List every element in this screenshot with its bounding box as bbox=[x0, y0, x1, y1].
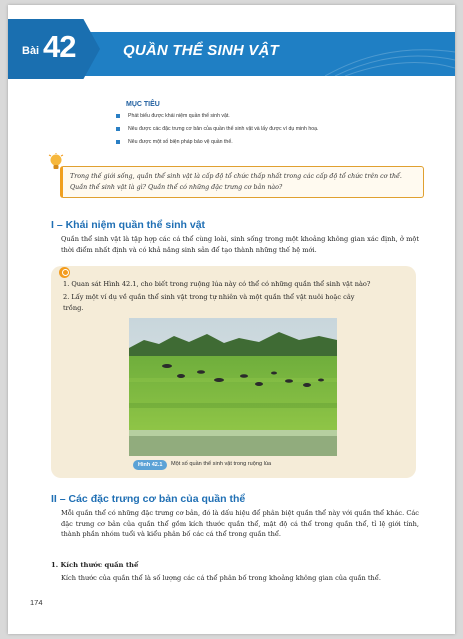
objectives-list bbox=[116, 112, 318, 151]
lesson-number: 42 bbox=[43, 29, 76, 64]
question-2: 2. Lấy một ví dụ về quần thể sinh vật trong tự nhiên và một quần thể vật nuôi hoặc cây trồng. bbox=[63, 293, 355, 312]
objective-item: Phát biểu được khái niệm quần thể sinh vật. bbox=[116, 112, 318, 125]
section1-paragraph: Quần thể sinh vật là tập hợp các cá thể cùng loài, sinh sống trong một khoảng không gian xác định, ở một thời điểm nhất định và có khả năng sinh sản để tạo thành những thế hệ mới. bbox=[61, 235, 419, 254]
lesson-label: Bài bbox=[22, 45, 40, 57]
textbook-page bbox=[8, 5, 455, 634]
page-number: 174 bbox=[30, 598, 43, 607]
section2-paragraph: Mỗi quần thể có những đặc trưng cơ bản, đó là dấu hiệu để phân biệt quần thể này với quần thể khác. Các đặc trưng cơ bản của quần thể gồm kích thước quần thể, mật độ cá thể trong quần thể, tỉ lệ giới tính, thành phần nhóm tuổi và kiểu phân bố các cá thể trong quần thể. bbox=[61, 509, 419, 538]
figure-caption: Một số quần thể sinh vật trong ruộng lúa bbox=[171, 461, 272, 467]
rice-field-photo bbox=[129, 318, 337, 456]
objectives-title: MỤC TIÊU bbox=[126, 101, 160, 108]
intro-question-text: Trong thế giới sống, quần thể sinh vật là cấp độ tổ chức thấp nhất trong các cấp độ tổ chức trên cơ thể. Quần thể sinh vật là gì? Quần thể có những đặc trưng cơ bản nào? bbox=[70, 173, 402, 191]
section-heading-2: II – Các đặc trưng cơ bản của quần thể bbox=[51, 493, 246, 505]
figure-number-badge: Hình 42.1 bbox=[133, 460, 167, 470]
objective-item: Nêu được các đặc trưng cơ bản của quần thể sinh vật và lấy được ví dụ minh hoạ. bbox=[116, 125, 318, 138]
header-decoration bbox=[325, 32, 455, 76]
section-heading-1: I – Khái niệm quần thể sinh vật bbox=[51, 219, 206, 231]
subsection1-paragraph: Kích thước của quần thể là số lượng các cá thể phân bố trong khoảng không gian của quần thể. bbox=[61, 574, 381, 582]
objective-item: Nêu được một số biện pháp bảo vệ quần thể. bbox=[116, 138, 318, 151]
activity-icon bbox=[59, 267, 70, 278]
question-1: 1. Quan sát Hình 42.1, cho biết trong ruộng lúa này có thể có những quần thể sinh vật nào? bbox=[63, 280, 371, 288]
lesson-title: QUẦN THỂ SINH VẬT bbox=[123, 42, 279, 59]
subsection-heading-1: 1. Kích thước quần thể bbox=[51, 561, 139, 569]
